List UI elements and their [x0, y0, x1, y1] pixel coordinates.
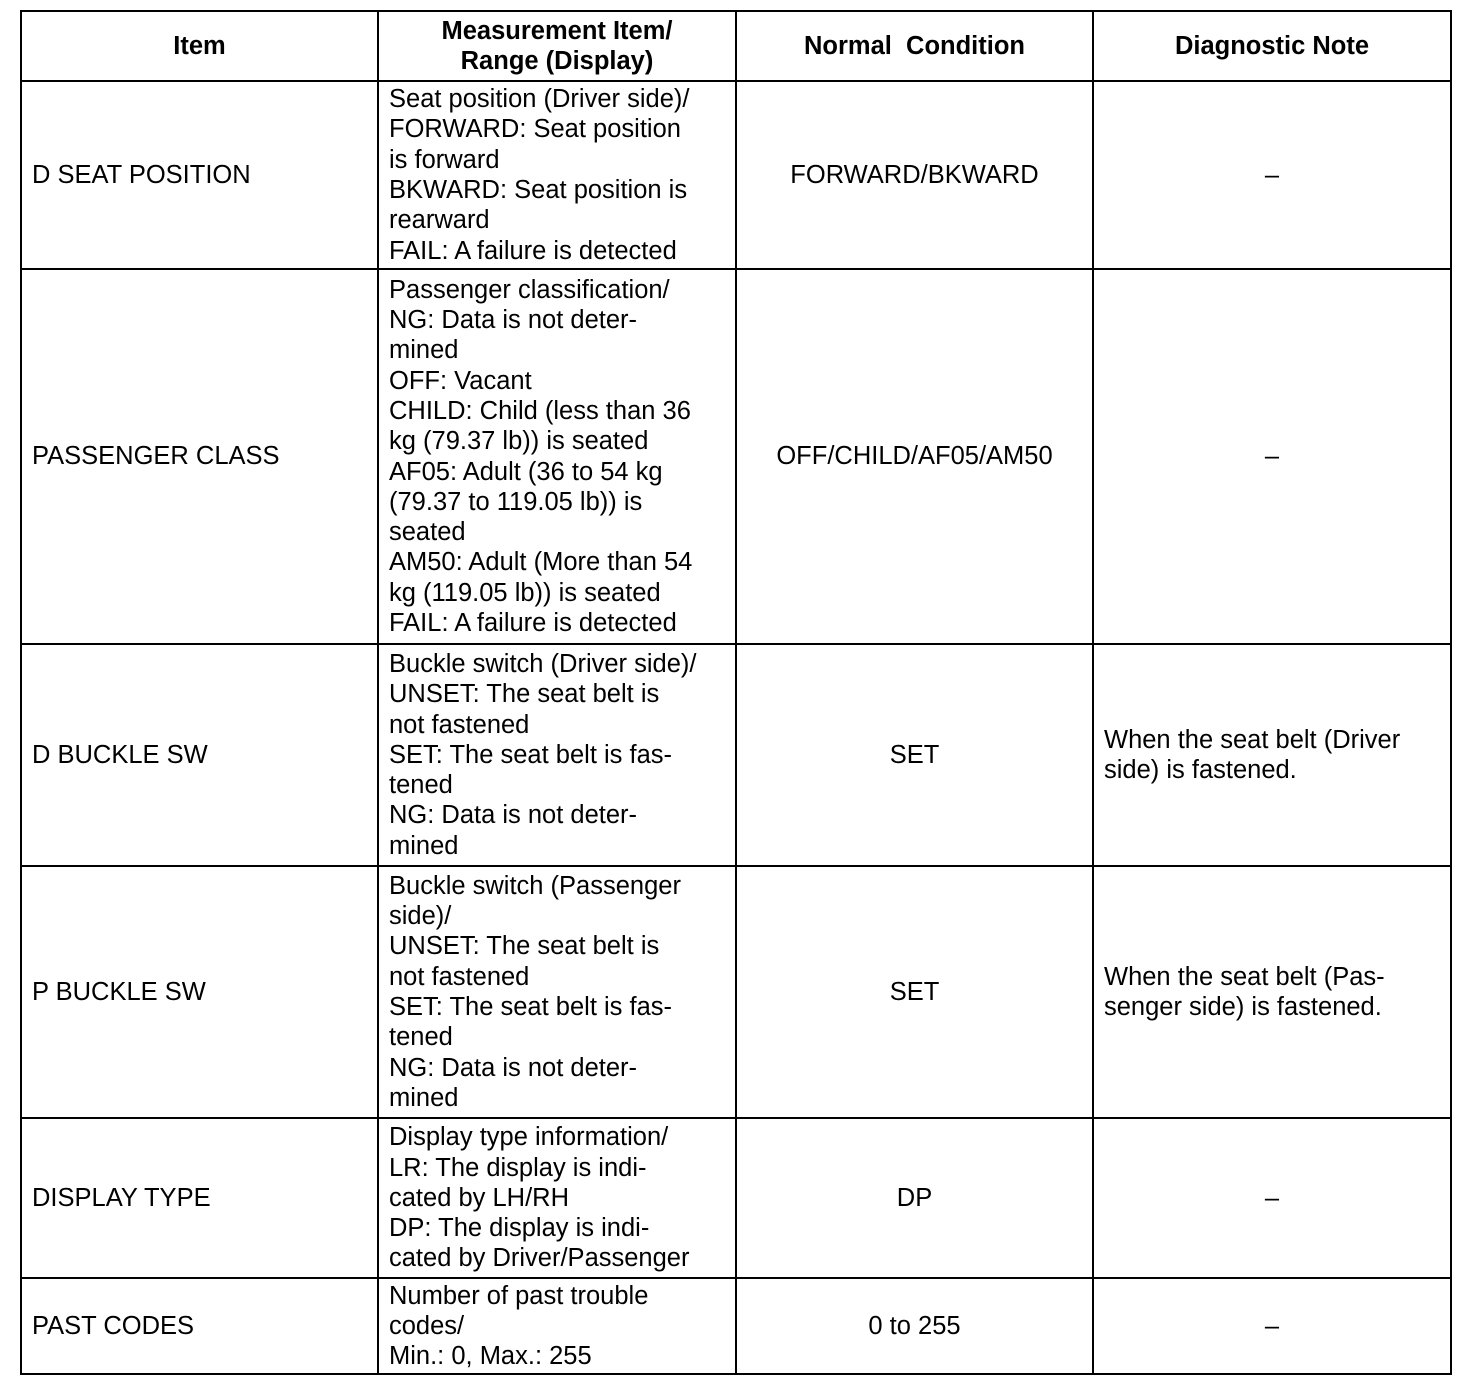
- normal-condition-cell: FORWARD/BKWARD: [736, 81, 1093, 269]
- note-line: –: [1264, 1183, 1280, 1212]
- measurement-cell: [378, 1278, 736, 1374]
- diagnostic-note-cell: [1093, 866, 1451, 1118]
- note-line: –: [1264, 160, 1280, 189]
- diagnostic-data-table: [20, 10, 1452, 1375]
- measurement-cell: [378, 1118, 736, 1278]
- header-diagnostic-note: Diagnostic Note: [1093, 11, 1451, 81]
- measurement-line: AM50: Adult (More than 54: [389, 548, 693, 577]
- normal-condition-cell: 0 to 255: [736, 1278, 1093, 1374]
- measurement-line: NG: Data is not deter-: [389, 801, 638, 830]
- table-row: [21, 269, 1451, 644]
- normal-condition-cell: SET: [736, 644, 1093, 866]
- table-header: [21, 11, 1451, 81]
- measurement-line: mined: [389, 831, 459, 860]
- normal-condition-cell: OFF/CHILD/AF05/AM50: [736, 269, 1093, 644]
- diagnostic-note-cell: [1093, 1118, 1451, 1278]
- measurement-cell: [378, 269, 736, 644]
- measurement-line: side)/: [389, 902, 452, 931]
- measurement-line: NG: Data is not deter-: [389, 1053, 638, 1082]
- measurement-line: rearward: [389, 206, 490, 235]
- measurement-line: cated by LH/RH: [389, 1183, 569, 1212]
- measurement-line: kg (119.05 lb)) is seated: [389, 578, 661, 607]
- measurement-line: not fastened: [389, 962, 530, 991]
- measurement-line: NG: Data is not deter-: [389, 306, 638, 335]
- measurement-cell: [378, 81, 736, 269]
- measurement-line: mined: [389, 336, 459, 365]
- table-row: [21, 1118, 1451, 1278]
- measurement-line: Display type information/: [389, 1123, 669, 1152]
- table-row: [21, 644, 1451, 866]
- diagnostic-note-cell: [1093, 81, 1451, 269]
- measurement-line: UNSET: The seat belt is: [389, 680, 660, 709]
- measurement-line: FAIL: A failure is detected: [389, 236, 677, 265]
- measurement-line: kg (79.37 lb)) is seated: [389, 427, 649, 456]
- diagnostic-note-cell: [1093, 1278, 1451, 1374]
- measurement-line: not fastened: [389, 710, 530, 739]
- measurement-line: Passenger classification/: [389, 275, 670, 304]
- measurement-line: DP: The display is indi-: [389, 1214, 650, 1243]
- table-row: [21, 81, 1451, 269]
- measurement-line: BKWARD: Seat position is: [389, 176, 688, 204]
- measurement-line: CHILD: Child (less than 36: [389, 396, 691, 425]
- table-row: [21, 1278, 1451, 1374]
- table-body: [21, 81, 1451, 1374]
- measurement-cell: [378, 866, 736, 1118]
- item-cell: D BUCKLE SW: [21, 644, 378, 866]
- measurement-line: OFF: Vacant: [389, 366, 532, 395]
- measurement-line: mined: [389, 1083, 459, 1112]
- note-line: When the seat belt (Driver: [1104, 725, 1401, 754]
- header-row: [21, 11, 1451, 81]
- measurement-line: FORWARD: Seat position: [389, 115, 681, 144]
- note-line: When the seat belt (Pas-: [1104, 962, 1385, 991]
- measurement-line: Seat position (Driver side)/: [389, 85, 690, 114]
- measurement-line: (79.37 to 119.05 lb)) is: [389, 487, 643, 516]
- item-cell: P BUCKLE SW: [21, 866, 378, 1118]
- table-row: [21, 866, 1451, 1118]
- measurement-line: LR: The display is indi-: [389, 1153, 647, 1182]
- measurement-line: UNSET: The seat belt is: [389, 932, 660, 961]
- item-cell: PASSENGER CLASS: [21, 269, 378, 644]
- note-line: side) is fastened.: [1104, 756, 1297, 784]
- note-line: –: [1264, 442, 1280, 471]
- header-normal-condition: Normal Condition: [736, 11, 1093, 81]
- item-cell: D SEAT POSITION: [21, 81, 378, 269]
- header-item: Item: [21, 11, 378, 81]
- header-measurement: Measurement Item/ Range (Display): [378, 11, 736, 81]
- normal-condition-cell: DP: [736, 1118, 1093, 1278]
- measurement-line: tened: [389, 1023, 453, 1052]
- measurement-line: Buckle switch (Passenger: [389, 871, 681, 900]
- measurement-line: tened: [389, 771, 453, 800]
- diagnostic-note-cell: [1093, 269, 1451, 644]
- note-line: –: [1264, 1311, 1280, 1340]
- measurement-line: AF05: Adult (36 to 54 kg: [389, 457, 663, 486]
- note-line: senger side) is fastened.: [1104, 993, 1382, 1021]
- measurement-line: seated: [389, 518, 466, 547]
- measurement-line: Number of past trouble: [389, 1281, 649, 1310]
- measurement-line: codes/: [389, 1311, 465, 1340]
- item-cell: PAST CODES: [21, 1278, 378, 1374]
- diagnostic-note-cell: [1093, 644, 1451, 866]
- measurement-line: is forward: [389, 145, 500, 174]
- measurement-line: SET: The seat belt is fas-: [389, 993, 672, 1021]
- measurement-line: Buckle switch (Driver side)/: [389, 649, 697, 678]
- measurement-cell: [378, 644, 736, 866]
- measurement-line: FAIL: A failure is detected: [389, 608, 677, 637]
- measurement-line: Min.: 0, Max.: 255: [389, 1342, 592, 1371]
- measurement-line: cated by Driver/Passenger: [389, 1244, 690, 1273]
- item-cell: DISPLAY TYPE: [21, 1118, 378, 1278]
- normal-condition-cell: SET: [736, 866, 1093, 1118]
- measurement-line: SET: The seat belt is fas-: [389, 740, 672, 769]
